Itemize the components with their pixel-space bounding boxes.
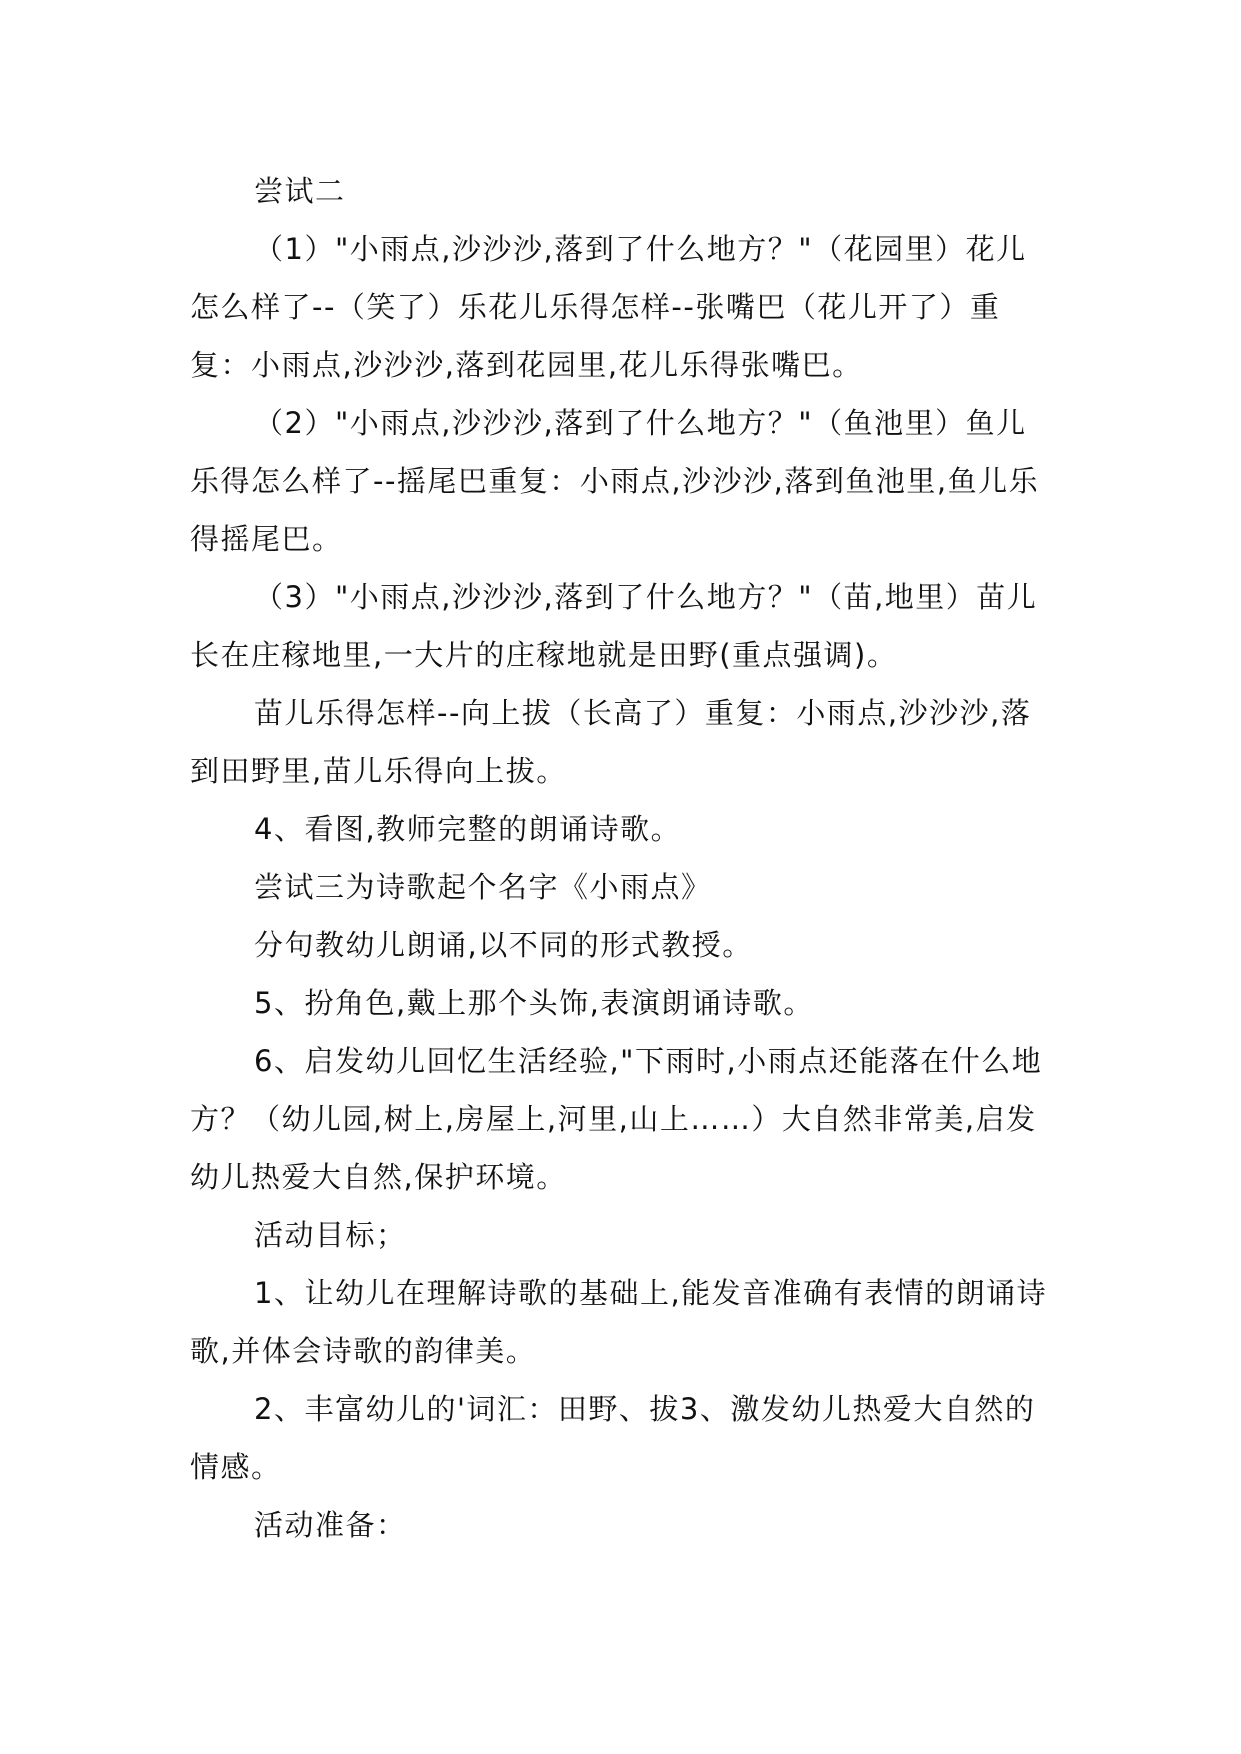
goal-1-paragraph: 1、让幼儿在理解诗歌的基础上,能发音准确有表情的朗诵诗歌,并体会诗歌的韵律美。 <box>190 1276 1048 1368</box>
section-heading-activity-preparation: 活动准备： <box>254 1508 407 1542</box>
section-heading-activity-goals: 活动目标； <box>254 1218 407 1252</box>
step-4-paragraph: 4、看图,教师完整的朗诵诗歌。 <box>254 812 682 846</box>
trial-three-paragraph: 分句教幼儿朗诵,以不同的形式教授。 <box>254 928 753 962</box>
section-heading-trial-three: 尝试三为诗歌起个名字《小雨点》 <box>254 870 712 904</box>
step-5-paragraph: 5、扮角色,戴上那个头饰,表演朗诵诗歌。 <box>254 986 814 1020</box>
step-6-paragraph: 6、启发幼儿回忆生活经验,"下雨时,小雨点还能落在什么地方？（幼儿园,树上,房屋上,河里,山上……）大自然非常美,启发幼儿热爱大自然,保护环境。 <box>190 1044 1043 1194</box>
section-heading-trial-two: 尝试二 <box>254 174 346 208</box>
document-body <box>190 162 1050 1554</box>
trial-two-step-2: （2）"小雨点,沙沙沙,落到了什么地方？"（鱼池里）鱼儿乐得怎么样了--摇尾巴重复：小雨点,沙沙沙,落到鱼池里,鱼儿乐得摇尾巴。 <box>190 406 1040 556</box>
trial-two-step-3: （3）"小雨点,沙沙沙,落到了什么地方？"（苗,地里）苗儿长在庄稼地里,一大片的庄稼地就是田野(重点强调)。 <box>190 580 1038 672</box>
trial-two-step-3-continued: 苗儿乐得怎样--向上拔（长高了）重复：小雨点,沙沙沙,落到田野里,苗儿乐得向上拔。 <box>190 696 1032 788</box>
goal-2-paragraph: 2、丰富幼儿的'词汇：田野、拔3、激发幼儿热爱大自然的情感。 <box>190 1392 1036 1484</box>
trial-two-step-1: （1）"小雨点,沙沙沙,落到了什么地方？"（花园里）花儿怎么样了--（笑了）乐花儿乐得怎样--张嘴巴（花儿开了）重复：小雨点,沙沙沙,落到花园里,花儿乐得张嘴巴。 <box>190 232 1027 382</box>
